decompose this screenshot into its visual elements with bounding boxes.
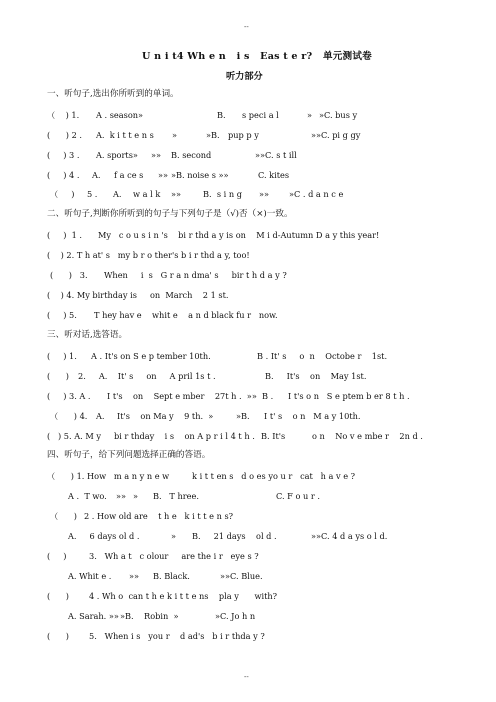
option-b-label: B. It's — [261, 431, 286, 441]
option-a: 2. A. It' s on A pril 1s t . — [78, 371, 216, 381]
option-a: A . season» — [96, 110, 144, 120]
option-a: A . T wo. — [68, 491, 107, 501]
option-b-label: »B. — [236, 411, 250, 421]
option-b: B. It's on May 1st. — [265, 371, 367, 381]
question-text: 3. Wh a t c olour are the i r eye s ? — [89, 551, 259, 561]
document-title: U n i t4 Wh e n i s Eas t e r? 单元测试卷 — [142, 51, 372, 62]
option-b: I t's o n S e ptem b er 8 t h . — [288, 391, 410, 401]
question-number: （ ) 1. — [47, 110, 80, 120]
question-number: ( ) 3. — [50, 270, 88, 280]
option-a: f a ce s — [114, 170, 144, 180]
option-c: »C. bus y — [319, 110, 358, 120]
separator: »» — [171, 189, 182, 199]
option-b-label: B. — [217, 110, 226, 120]
option-a: I t's on Sept e mber 27t h . »» B . — [107, 391, 274, 401]
option-b: B. second — [171, 150, 212, 160]
option-c: »C. Jo h n — [215, 611, 256, 621]
option-c: »»C. s t ill — [255, 150, 297, 160]
separator: » — [307, 110, 313, 120]
option-a: It's on Ma y 9 th. » — [117, 411, 214, 421]
option-b: »B. noise s »» — [171, 170, 229, 180]
option-a: A. Whit e . — [68, 571, 112, 581]
question-number: ( ) 5. — [47, 310, 77, 320]
option-b: s peci a l — [242, 110, 279, 120]
section-heading: 二、听句子,判断你所听到的句子与下列句子是（√)否（×)一致。 — [47, 209, 293, 219]
section-subtitle: 听力部分 — [226, 71, 263, 82]
option-a: A. k i t t e n s — [96, 130, 154, 140]
option-b: B. s i n g — [203, 189, 242, 199]
question-paren: ( ) — [47, 631, 70, 641]
separator: »» — [151, 150, 162, 160]
separator: »» — [259, 189, 270, 199]
sentence-text: My c o u s i n 's bi r thd a y is on M i d-Autumn D a y this year! — [98, 230, 380, 240]
question-text: 4 . Wh o can t h e k i t t e ns pla y with? — [89, 591, 278, 601]
question-number: ( ) 5. A. M y bi r thday i s on A p r i l 4 t h . — [47, 431, 255, 441]
question-paren: （ ) — [50, 511, 77, 521]
question-paren: ( ) — [47, 591, 70, 601]
option-c: »»C. pi g gy — [311, 130, 361, 140]
question-number: ( ) 2 . — [47, 130, 83, 140]
separator: » — [133, 491, 139, 501]
footer-mark: -- — [244, 673, 249, 681]
option-b: B . It' s o n Octobe r 1st. — [257, 351, 388, 361]
separator: »» — [129, 571, 140, 581]
question-text: 5. When i s you r d ad's b i r thda y ? — [89, 631, 265, 641]
question-number: ( ) 3 . — [47, 150, 80, 160]
question-number: ( ) 1. — [47, 351, 77, 361]
question-number: ( ) 1 . — [47, 230, 83, 240]
option-b: »B. Robin » — [120, 611, 179, 621]
option-c: C. kites — [258, 170, 290, 180]
sentence-text: ( ) 2. T h at' s my b r o ther's b i r thd a y, too! — [47, 250, 250, 260]
question-number: （ ) 4. — [50, 411, 88, 421]
option-c: »»C. Blue. — [220, 571, 263, 581]
section-heading: 一、听句子,选出你所听到的单词。 — [47, 89, 179, 99]
option-a: A . It's on S e p tember 10th. — [91, 351, 211, 361]
separator: »» — [158, 170, 169, 180]
question-paren: （ ) — [50, 189, 75, 199]
option-b: I t' s o n M a y 10th. — [264, 411, 361, 421]
question-paren: ( ) — [47, 551, 67, 561]
question-text: 2 . How old are t h e k i t t e n s? — [84, 511, 234, 521]
separator: » — [171, 531, 177, 541]
question-number: ( ) 3. A . — [47, 391, 91, 401]
option-c: »»C. 4 d a ys o l d. — [311, 531, 388, 541]
question-text: k i t t en s d o es yo u r cat h a v e ? — [192, 471, 356, 481]
option-b: B. 21 days ol d . — [192, 531, 277, 541]
header-mark: -- — [244, 23, 249, 31]
option-a-label: A. — [92, 170, 101, 180]
option-b: B. T hree. — [153, 491, 199, 501]
section-heading: 四、听句子，给下列问题选择正确的答语。 — [47, 450, 211, 460]
option-a-label: A. — [113, 189, 122, 199]
section-heading: 三、听对话,选答语。 — [47, 330, 128, 340]
option-b-label: »B. — [206, 130, 220, 140]
question-number: ( ) 4 . — [47, 170, 80, 180]
option-a: A. 6 days ol d . — [68, 531, 140, 541]
separator: » — [172, 130, 178, 140]
option-a-label: A. — [96, 411, 105, 421]
sentence-text: ( ) 4. My birthday is on March 2 1 st. — [47, 290, 229, 300]
question-text: （ ) 1. How m a n y n e w — [47, 471, 170, 481]
option-b: B. Black. — [153, 571, 190, 581]
sentence-text: When i s G r a n dma' s bir t h d a y ? — [104, 270, 287, 280]
separator: »» — [116, 491, 127, 501]
option-a: w a l k — [133, 189, 161, 199]
option-a: A. sports» — [96, 150, 138, 160]
option-b: pup p y — [228, 130, 259, 140]
question-number: 5 . — [87, 189, 98, 199]
option-b: o n No v e mbe r 2n d . — [312, 431, 423, 441]
sentence-text: T hey hav e whit e a n d black fu r now. — [94, 310, 278, 320]
option-c: C. F o u r . — [276, 491, 320, 501]
option-a: A. Sarah. »» — [68, 611, 119, 621]
question-number: ( ) — [47, 371, 70, 381]
option-c: »C . d a n c e — [289, 189, 344, 199]
